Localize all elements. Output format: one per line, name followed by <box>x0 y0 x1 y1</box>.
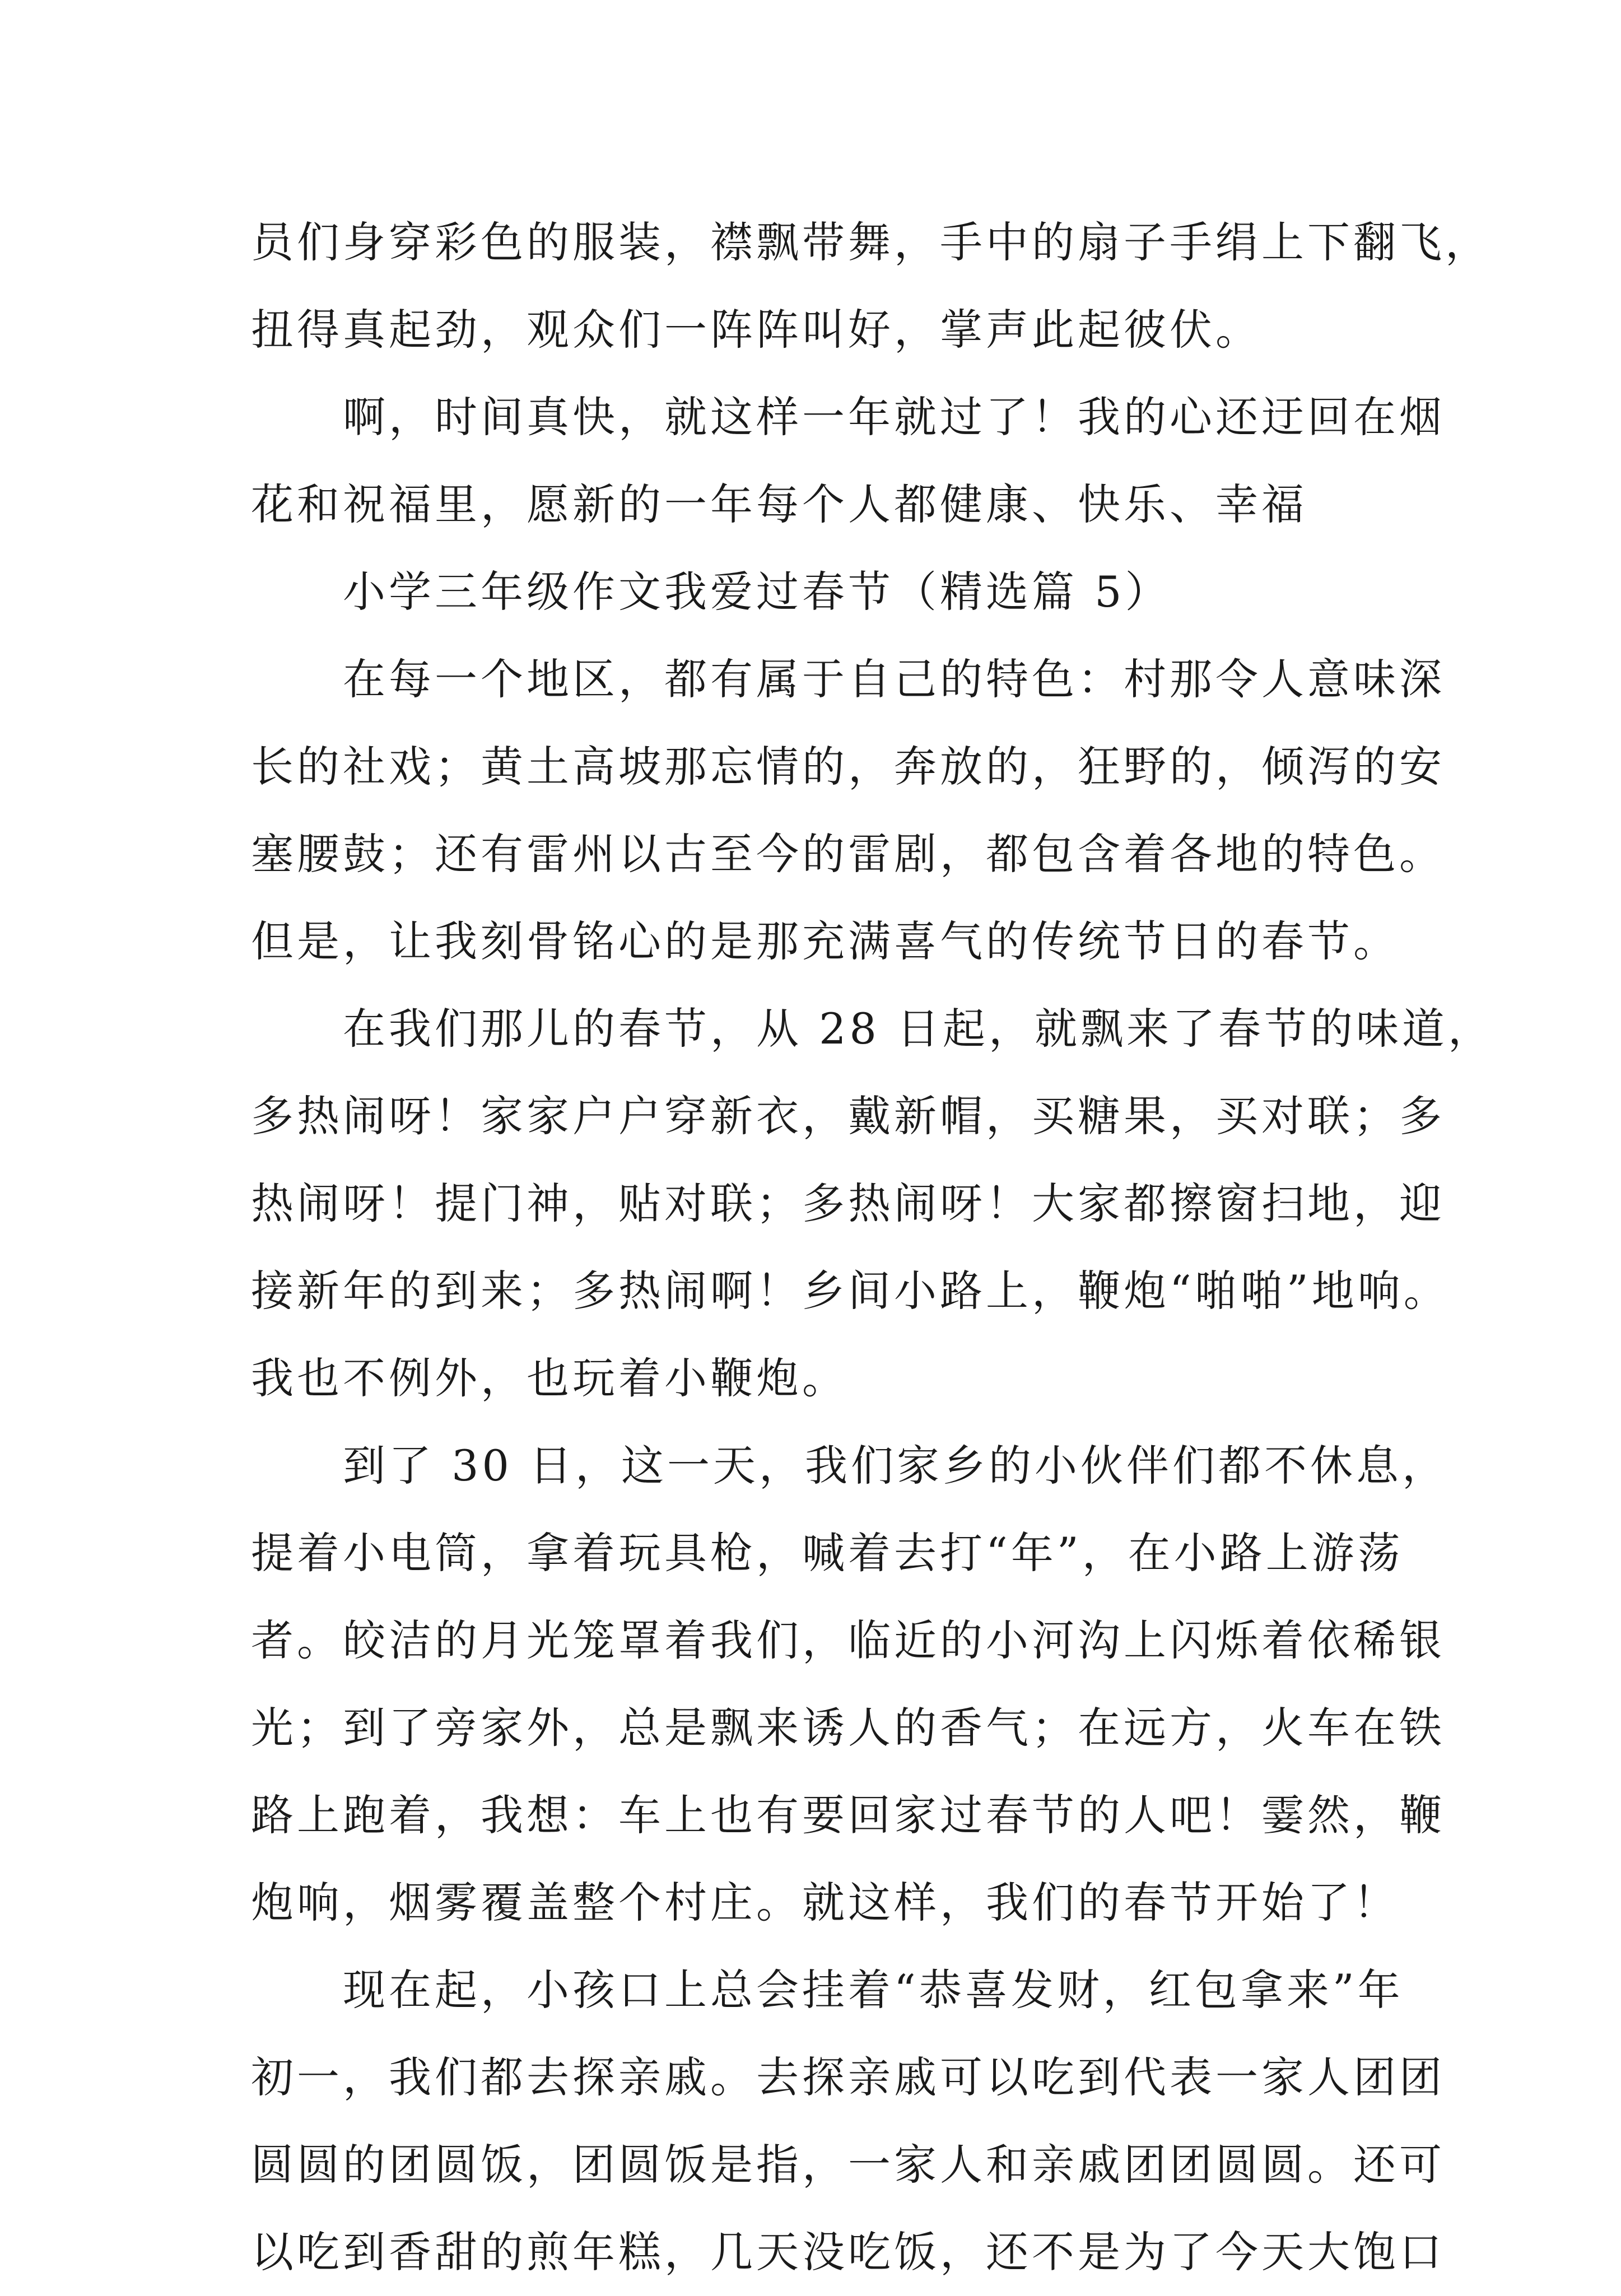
text-line: 现在起，小孩口上总会挂着“恭喜发财，红包拿来”年 <box>343 1965 1404 2015</box>
text-line: 者。皎洁的月光笼罩着我们，临近的小河沟上闪烁着依稀银 <box>251 1615 1445 1665</box>
text-line: 长的社戏；黄土高坡那忘情的，奔放的，狂野的，倾泻的安 <box>251 742 1445 791</box>
text-line: 热闹呀！提门神，贴对联；多热闹呀！大家都擦窗扫地，迎 <box>251 1179 1445 1228</box>
text-line: 光；到了旁家外，总是飘来诱人的香气；在远方，火车在铁 <box>251 1703 1445 1753</box>
text-line: 在我们那儿的春节，从 28 日起，就飘来了春节的味道， <box>343 1004 1494 1054</box>
text-line: 初一，我们都去探亲戚。去探亲戚可以吃到代表一家人团团 <box>251 2052 1445 2102</box>
text-line: 扭得真起劲，观众们一阵阵叫好，掌声此起彼伏。 <box>251 305 1261 355</box>
text-line: 接新年的到来；多热闹啊！乡间小路上，鞭炮“啪啪”地响。 <box>251 1266 1450 1316</box>
text-line: 我也不例外，也玩着小鞭炮。 <box>251 1353 848 1403</box>
text-line: 花和祝福里，愿新的一年每个人都健康、快乐、幸福 <box>251 479 1307 529</box>
text-line: 小学三年级作文我爱过春节（精选篇 5） <box>343 567 1171 617</box>
text-line: 炮响，烟雾覆盖整个村庄。就这样，我们的春节开始了！ <box>251 1878 1399 1927</box>
text-line: 以吃到香甜的煎年糕，几天没吃饭，还不是为了今天大饱口 <box>251 2227 1445 2277</box>
text-line: 员们身穿彩色的服装，襟飘带舞，手中的扇子手绢上下翻飞， <box>251 217 1491 267</box>
text-line: 路上跑着，我想：车上也有要回家过春节的人吧！霎然，鞭 <box>251 1790 1445 1840</box>
text-line: 多热闹呀！家家户户穿新衣，戴新帽，买糖果，买对联；多 <box>251 1091 1445 1141</box>
text-line: 啊，时间真快，就这样一年就过了！我的心还迂回在烟 <box>343 392 1445 442</box>
text-line: 到了 30 日，这一天，我们家乡的小伙伴们都不休息， <box>343 1441 1448 1491</box>
text-line: 圆圆的团圆饭，团圆饭是指，一家人和亲戚团团圆圆。还可 <box>251 2140 1445 2190</box>
text-line: 塞腰鼓；还有雷州以古至今的雷剧，都包含着各地的特色。 <box>251 829 1445 879</box>
text-line: 但是，让我刻骨铭心的是那充满喜气的传统节日的春节。 <box>251 916 1399 966</box>
text-line: 在每一个地区，都有属于自己的特色：村那令人意味深 <box>343 654 1445 704</box>
text-line: 提着小电筒，拿着玩具枪，喊着去打“年”，在小路上游荡 <box>251 1528 1404 1578</box>
document-body <box>251 199 1494 2296</box>
